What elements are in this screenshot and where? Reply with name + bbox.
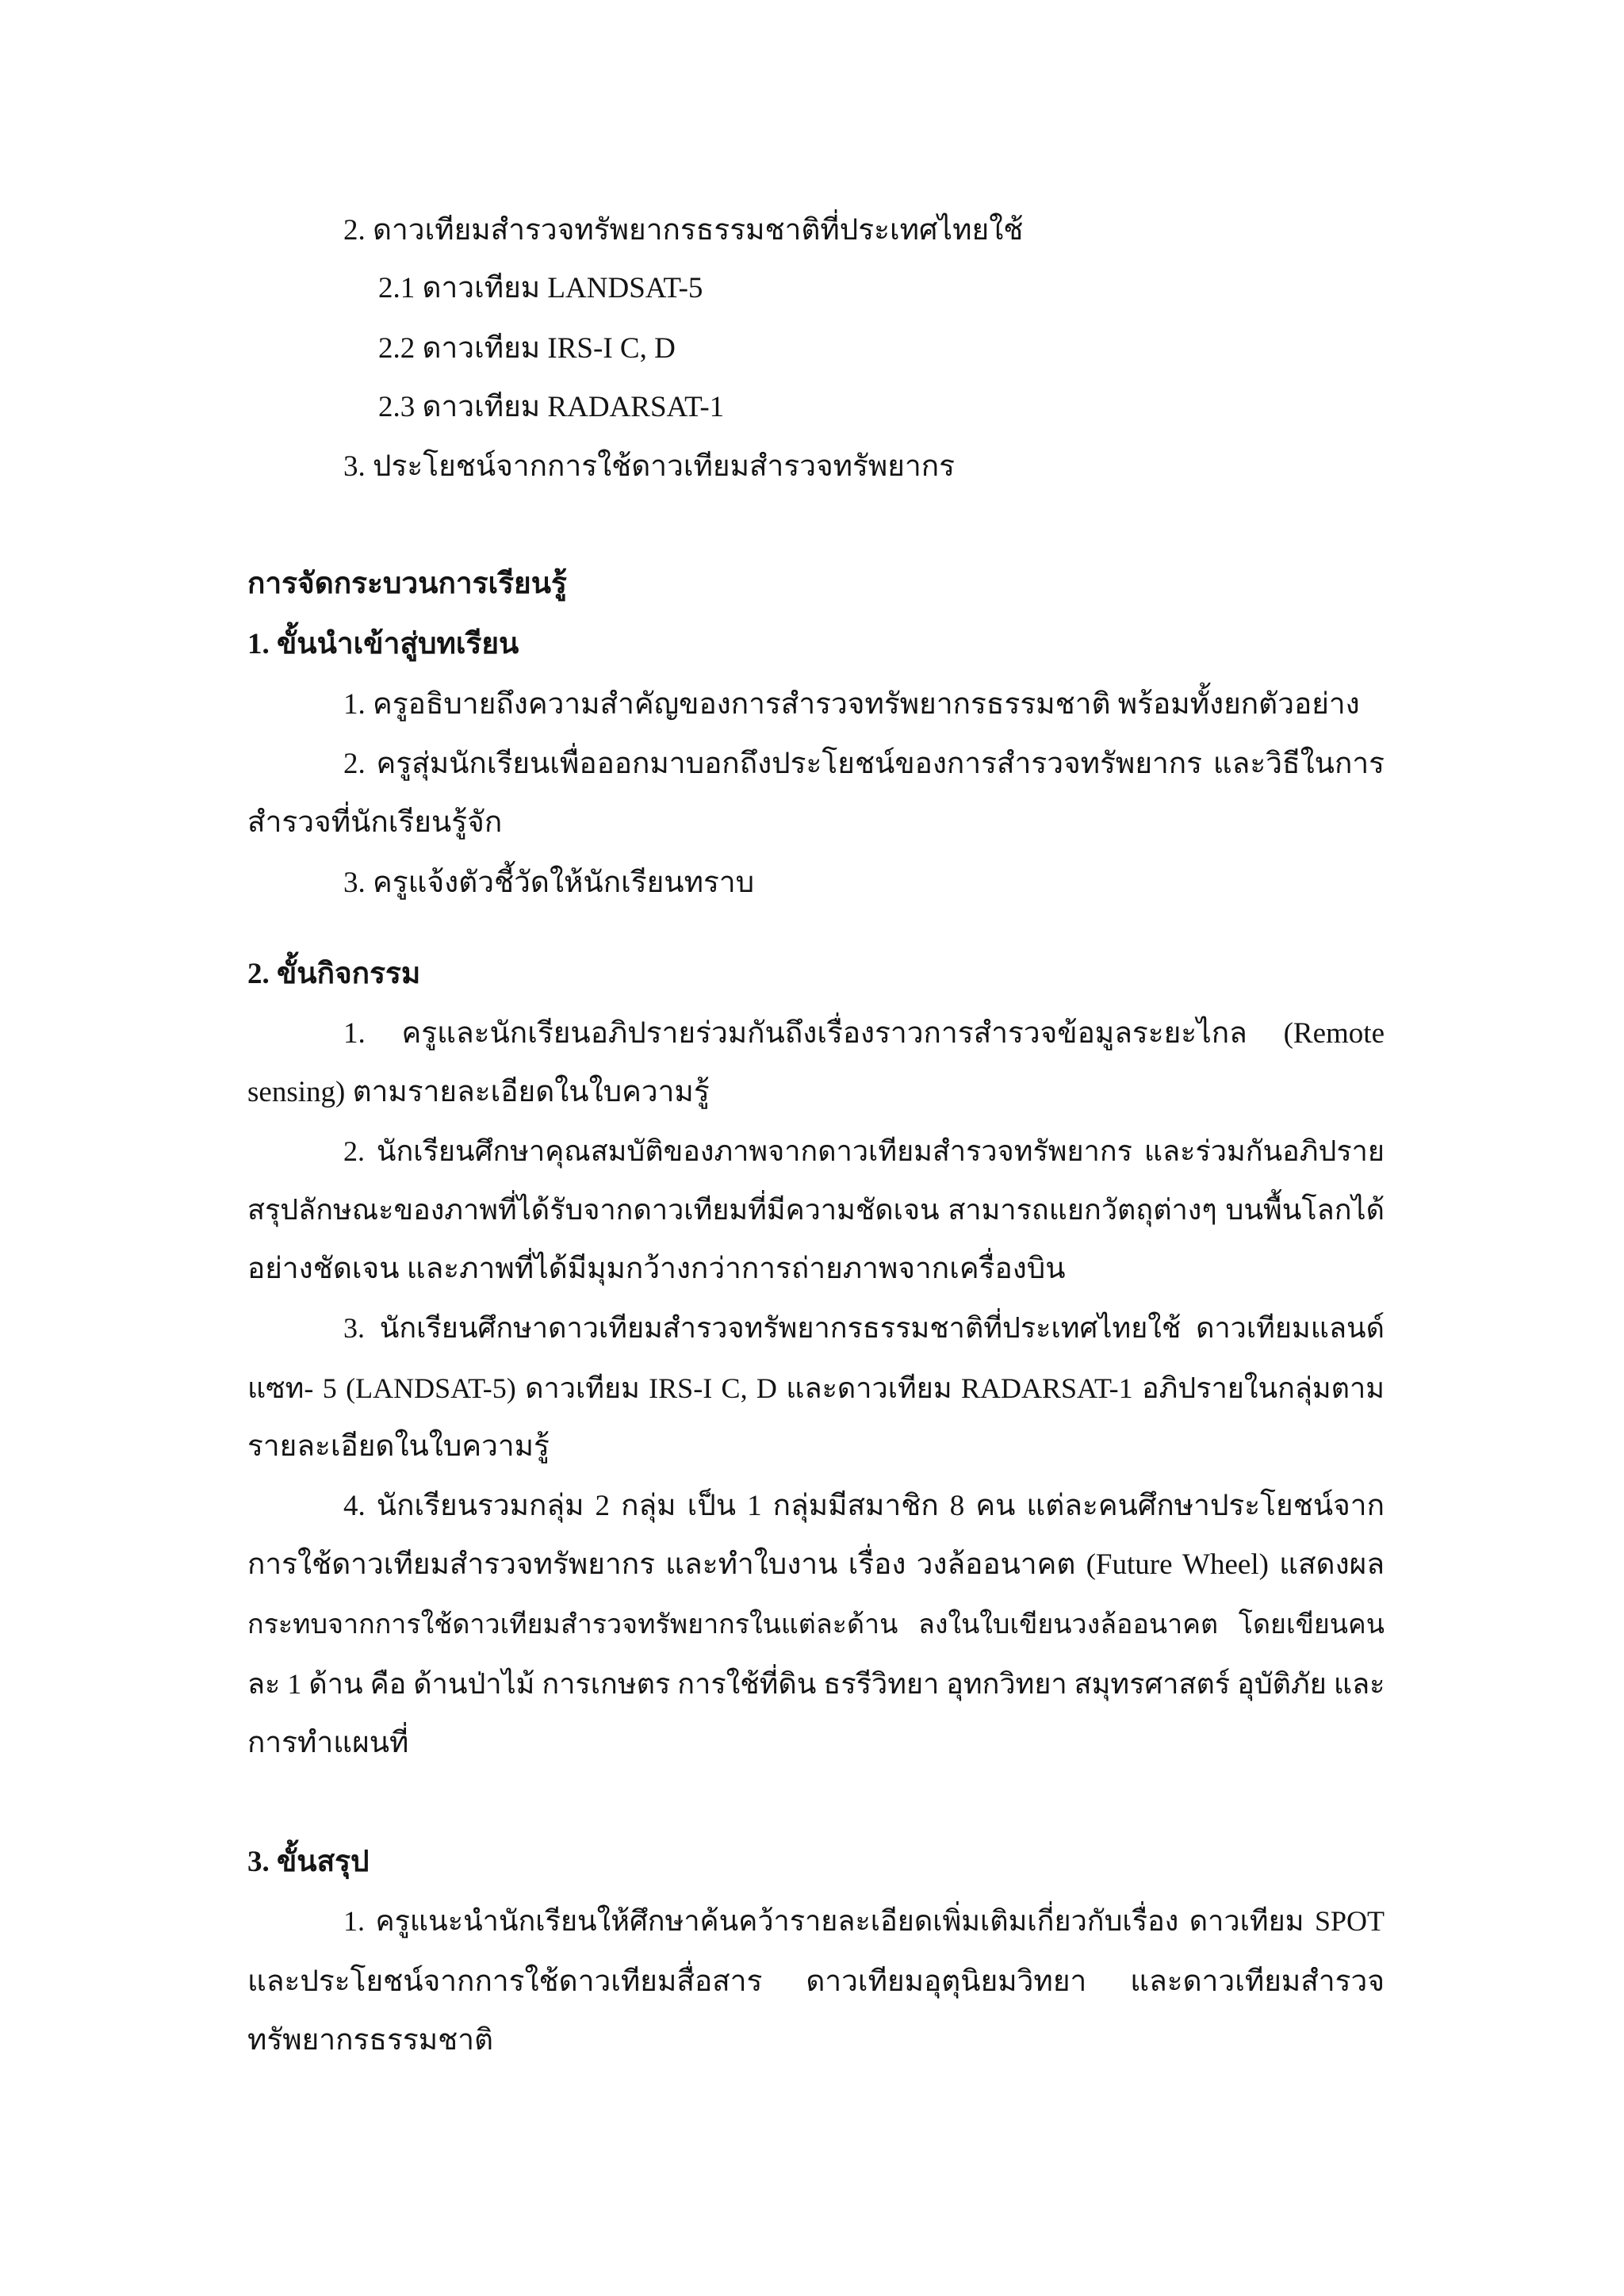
paragraph-line: การทำแผนที่	[247, 1727, 409, 1759]
paragraph-line: 2. ครูสุ่มนักเรียนเพื่อออกมาบอกถึงประโยชน์ของการสำรวจทรัพยากร และวิธีในการ	[343, 748, 1385, 780]
paragraph-line: อย่างชัดเจน และภาพที่ได้มีมุมกว้างกว่าการถ่ายภาพจากเครื่องบิน	[247, 1253, 1066, 1285]
outline-subitem: 2.3 ดาวเทียม RADARSAT-1	[378, 391, 725, 423]
paragraph-line: รายละเอียดในใบความรู้	[247, 1430, 550, 1463]
outline-subitem: 2.1 ดาวเทียม LANDSAT-5	[378, 272, 703, 304]
paragraph-line: 1. ครูและนักเรียนอภิปรายร่วมกันถึงเรื่องราวการสำรวจข้อมูลระยะไกล (Remote	[343, 1017, 1385, 1050]
paragraph-line: 3. ครูแจ้งตัวชี้วัดให้นักเรียนทราบ	[343, 867, 755, 899]
paragraph-line: การใช้ดาวเทียมสำรวจทรัพยากร และทำใบงาน เรื่อง วงล้ออนาคต (Future Wheel) แสดงผล	[247, 1548, 1385, 1581]
paragraph-line: และประโยชน์จากการใช้ดาวเทียมสื่อสาร ดาวเทียมอุตุนิยมวิทยา และดาวเทียมสำรวจ	[247, 1965, 1385, 1998]
paragraph-line: สำรวจที่นักเรียนรู้จัก	[247, 806, 503, 839]
outline-item: 3. ประโยชน์จากการใช้ดาวเทียมสำรวจทรัพยากร	[343, 450, 956, 483]
paragraph-line: 2. นักเรียนศึกษาคุณสมบัติของภาพจากดาวเทียมสำรวจทรัพยากร และร่วมกันอภิปราย	[343, 1135, 1385, 1167]
paragraph-line: ทรัพยากรธรรมชาติ	[247, 2024, 494, 2057]
outline-subitem: 2.2 ดาวเทียม IRS-I C, D	[378, 332, 676, 365]
paragraph-line: 3. นักเรียนศึกษาดาวเทียมสำรวจทรัพยากรธรรมชาติที่ประเทศไทยใช้ ดาวเทียมแลนด์	[343, 1312, 1385, 1344]
paragraph-line: แซท- 5 (LANDSAT-5) ดาวเทียม IRS-I C, D และดาวเทียม RADARSAT-1 อภิปรายในกลุ่มตาม	[247, 1372, 1385, 1404]
paragraph-line: sensing) ตามรายละเอียดในใบความรู้	[247, 1076, 710, 1108]
outline-item: 2. ดาวเทียมสำรวจทรัพยากรธรรมชาติที่ประเทศไทยใช้	[343, 214, 1024, 247]
section-heading: การจัดกระบวนการเรียนรู้	[247, 568, 567, 600]
stage-heading: 2. ขั้นกิจกรรม	[247, 958, 421, 990]
stage-heading: 3. ขั้นสรุป	[247, 1846, 370, 1878]
paragraph-line: 4. นักเรียนรวมกลุ่ม 2 กลุ่ม เป็น 1 กลุ่มมีสมาชิก 8 คน แต่ละคนศึกษาประโยชน์จาก	[343, 1490, 1385, 1522]
paragraph-line: 1. ครูแนะนำนักเรียนให้ศึกษาค้นคว้ารายละเอียดเพิ่มเติมเกี่ยวกับเรื่อง ดาวเทียม SPOT	[343, 1905, 1385, 1937]
paragraph-line: 1. ครูอธิบายถึงความสำคัญของการสำรวจทรัพยากรธรรมชาติ พร้อมทั้งยกตัวอย่าง	[343, 688, 1360, 721]
paragraph-line: กระทบจากการใช้ดาวเทียมสำรวจทรัพยากรในแต่ละด้าน ลงในใบเขียนวงล้ออนาคต โดยเขียนคน	[247, 1610, 1385, 1640]
paragraph-line: สรุปลักษณะของภาพที่ได้รับจากดาวเทียมที่มีความชัดเจน สามารถแยกวัตถุต่างๆ บนพื้นโลกได้	[247, 1194, 1385, 1226]
stage-heading: 1. ขั้นนำเข้าสู่บทเรียน	[247, 628, 519, 660]
paragraph-line: ละ 1 ด้าน คือ ด้านป่าไม้ การเกษตร การใช้ที่ดิน ธรรีวิทยา อุทกวิทยา สมุทรศาสตร์ อุบัติภัย และ	[247, 1668, 1385, 1700]
